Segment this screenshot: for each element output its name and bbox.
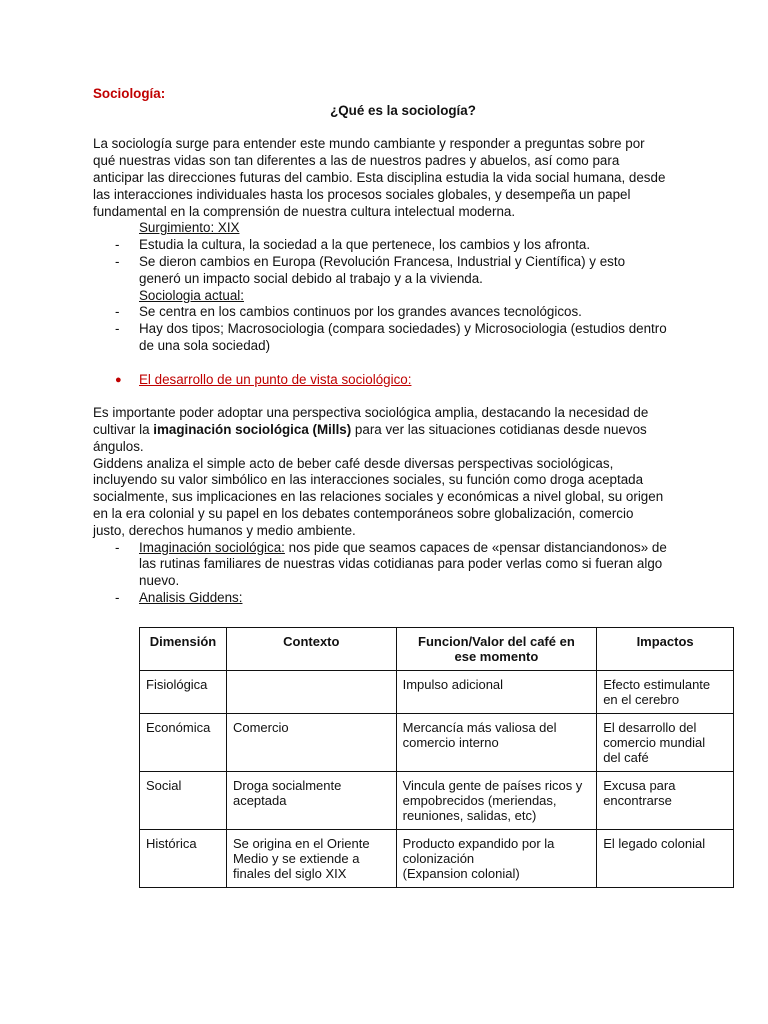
list-item xyxy=(93,321,713,355)
header-impactos: Impactos xyxy=(597,628,734,671)
giddens-coffee-table xyxy=(139,627,734,888)
text-line: ángulos. xyxy=(93,438,144,454)
list-item xyxy=(93,590,713,607)
text-line: qué nuestras vidas son tan diferentes a las de nuestros padres y abuelos, así como para xyxy=(93,153,620,169)
text-line: las interacciones individuales hasta los procesos sociales globales, y desempeña un papel xyxy=(93,186,631,202)
dash-marker: - xyxy=(115,539,120,555)
table-cell: Efecto estimulante en el cerebro xyxy=(597,671,734,714)
text-line: anticipar las direcciones futuras del cambio. Esta disciplina estudia la vida social humana, desde xyxy=(93,169,666,185)
text-line: socialmente, sus implicaciones en las relaciones sociales y económicas a nivel global, su origen xyxy=(93,489,664,505)
document-body xyxy=(93,86,713,607)
dash-marker: - xyxy=(115,237,120,253)
table-cell: Comercio xyxy=(226,714,396,772)
header-funcion: Funcion/Valor del café en ese momento xyxy=(396,628,597,671)
text-line xyxy=(93,422,713,439)
bullet-heading-text: El desarrollo de un punto de vista sociológico: xyxy=(139,371,412,387)
table-cell: Producto expandido por la colonización (Expansion colonial) xyxy=(396,830,597,888)
table-cell: Económica xyxy=(140,714,227,772)
intro-paragraph xyxy=(93,136,713,220)
text-line: generó un impacto social debido al trabajo y a la vivienda. xyxy=(139,270,483,286)
table-row xyxy=(140,671,734,714)
table-cell: Se origina en el Oriente Medio y se extiende a finales del siglo XIX xyxy=(226,830,396,888)
table-cell: Impulso adicional xyxy=(396,671,597,714)
header-contexto: Contexto xyxy=(226,628,396,671)
text-line: en la era colonial y su papel en los debates contemporáneos sobre globalización, comercio xyxy=(93,505,634,521)
text-line: Hay dos tipos; Macrosociologia (compara sociedades) y Microsociologia (estudios dentro xyxy=(139,321,667,337)
table-cell: El legado colonial xyxy=(597,830,734,888)
bullet-dot-icon: ● xyxy=(115,373,122,386)
text-segment: cultivar la xyxy=(93,421,154,437)
list-item xyxy=(93,540,713,590)
table-cell: Histórica xyxy=(140,830,227,888)
table-cell: Fisiológica xyxy=(140,671,227,714)
text-line: Estudia la cultura, la sociedad a la que pertenece, los cambios y los afronta. xyxy=(139,237,591,253)
text-line: La sociología surge para entender este mundo cambiante y responder a preguntas sobre por xyxy=(93,136,645,152)
table-cell xyxy=(226,671,396,714)
table-cell: Social xyxy=(140,772,227,830)
section-heading: Sociología: xyxy=(93,86,166,101)
table-cell: Mercancía más valiosa del comercio interno xyxy=(396,714,597,772)
subheading-surgimiento: Surgimiento: XIX xyxy=(139,220,240,236)
text-line: incluyendo su valor simbólico en las interacciones sociales, su función como droga aceptada xyxy=(93,472,644,488)
perspective-paragraph xyxy=(93,405,713,455)
header-dimension: Dimensión xyxy=(140,628,227,671)
text-segment: nos pide que seamos capaces de «pensar distanciandonos» de xyxy=(284,539,667,555)
dash-marker: - xyxy=(115,589,120,605)
text-line xyxy=(139,540,713,557)
table-cell: Excusa para encontrarse xyxy=(597,772,734,830)
term-label: Analisis Giddens: xyxy=(139,589,243,605)
text-line: Se centra en los cambios continuos por los grandes avances tecnológicos. xyxy=(139,304,582,320)
list-item xyxy=(93,237,713,254)
term-label: Imaginación sociológica: xyxy=(139,539,285,555)
table-row xyxy=(140,772,734,830)
dash-marker: - xyxy=(115,304,120,320)
text-line: las rutinas familiares de nuestras vidas cotidianas para poder verlas como si fueran algo xyxy=(139,556,663,572)
text-line: de una sola sociedad) xyxy=(139,337,271,353)
table-row xyxy=(140,714,734,772)
bold-term: imaginación sociológica (Mills) xyxy=(153,421,352,437)
table-cell: El desarrollo del comercio mundial del café xyxy=(597,714,734,772)
text-segment: para ver las situaciones cotidianas desde nuevos xyxy=(351,421,647,437)
dash-marker: - xyxy=(115,321,120,337)
text-line: fundamental en la comprensión de nuestra cultura intelectual moderna. xyxy=(93,203,516,219)
page-title: ¿Qué es la sociología? xyxy=(330,102,476,118)
table-header-row xyxy=(140,628,734,671)
list-item xyxy=(93,304,713,321)
dash-marker: - xyxy=(115,253,120,269)
bullet-heading xyxy=(93,372,713,389)
table-row xyxy=(140,830,734,888)
giddens-paragraph xyxy=(93,456,713,540)
text-line: Giddens analiza el simple acto de beber café desde diversas perspectivas sociológicas, xyxy=(93,455,614,471)
text-line: Es importante poder adoptar una perspectiva sociológica amplia, destacando la necesidad de xyxy=(93,405,649,421)
text-line: nuevo. xyxy=(139,573,180,589)
table-cell: Droga socialmente aceptada xyxy=(226,772,396,830)
text-line: Se dieron cambios en Europa (Revolución Francesa, Industrial y Científica) y esto xyxy=(139,253,626,269)
text-line: justo, derechos humanos y medio ambiente. xyxy=(93,522,356,538)
table-cell: Vincula gente de países ricos y empobrecidos (meriendas, reuniones, salidas, etc) xyxy=(396,772,597,830)
subheading-actual: Sociologia actual: xyxy=(139,287,244,303)
list-item xyxy=(93,254,713,288)
